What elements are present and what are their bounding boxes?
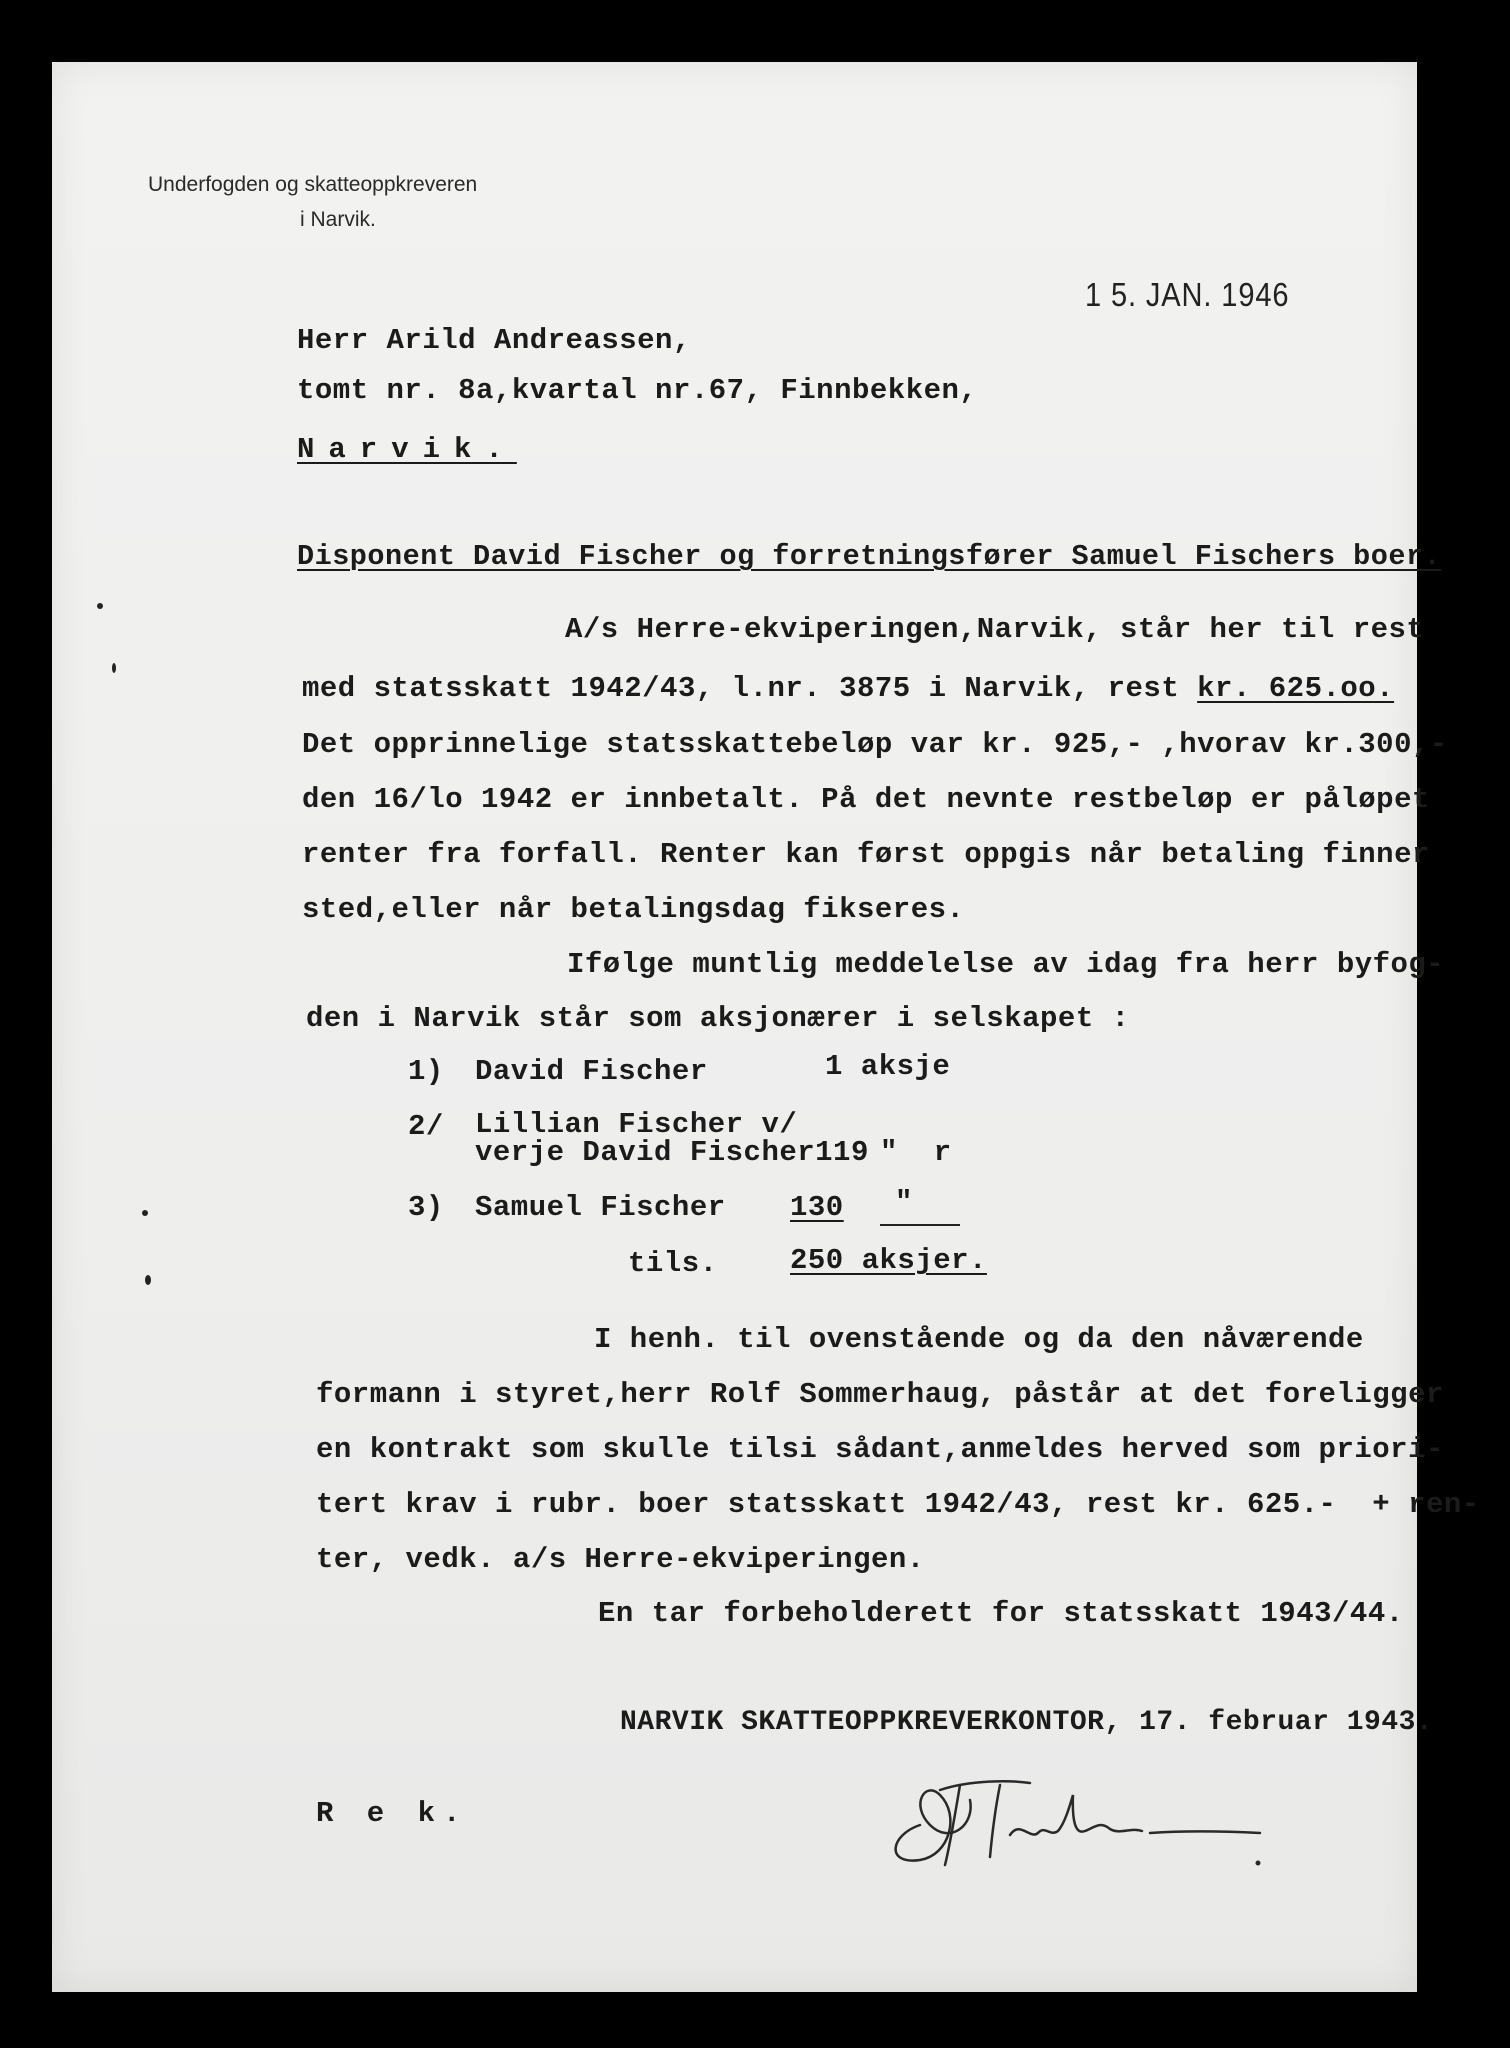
paragraph-3-line-4: tert krav i rubr. boer statsskatt 1942/43, rest kr. 625.- + ren-: [316, 1488, 1480, 1521]
paragraph-3-line-1: I henh. til ovenstående og da den nåværende: [594, 1323, 1364, 1356]
total-value: 250 aksjer.: [790, 1244, 987, 1277]
shareholder-1-number: 1): [408, 1055, 444, 1088]
paragraph-3-line-2: formann i styret,herr Rolf Sommerhaug, påstår at det foreligger: [316, 1378, 1444, 1411]
recipient-address: tomt nr. 8a,kvartal nr.67, Finnbekken,: [297, 374, 978, 407]
shareholder-2-name: Lillian Fischer v/: [475, 1108, 798, 1141]
shareholder-3-underline: [880, 1224, 960, 1226]
paragraph-1-line-2: med statsskatt 1942/43, l.nr. 3875 i Narvik, rest kr. 625.oo.: [302, 672, 1395, 705]
paragraph-3-line-3: en kontrakt som skulle tilsi sådant,anmeldes herved som priori-: [316, 1433, 1444, 1466]
total-label: tils.: [628, 1247, 718, 1280]
shareholder-2-ditto: " r: [880, 1136, 952, 1169]
margin-mark: [142, 1210, 148, 1216]
paragraph-2-line-2: den i Narvik står som aksjonærer i selskapet :: [306, 1002, 1130, 1035]
paragraph-2-line-1: Ifølge muntlig meddelelse av idag fra herr byfog-: [567, 948, 1445, 981]
shareholder-3-shares: 130: [790, 1191, 844, 1224]
registered-mail-mark: R e k.: [316, 1797, 469, 1830]
shareholder-3-name: Samuel Fischer: [475, 1191, 726, 1224]
recipient-name: Herr Arild Andreassen,: [297, 324, 691, 357]
paragraph-1-line-6: sted,eller når betalingsdag fikseres.: [302, 893, 965, 926]
shareholder-2-guardian: verje David Fischer119: [475, 1136, 869, 1169]
handwritten-signature: [880, 1765, 1400, 1875]
paragraph-1-line-3: Det opprinnelige statsskattebeløp var kr. 925,- ,hvorav kr.300,-: [302, 728, 1448, 761]
received-date-stamp: 1 5. JAN. 1946: [1085, 276, 1290, 313]
sender-line-2: i Narvik.: [300, 208, 376, 231]
sender-line-1: Underfogden og skatteoppkreveren: [148, 173, 478, 196]
shareholder-1-name: David Fischer: [475, 1055, 708, 1088]
paragraph-1-line-1: A/s Herre-ekviperingen,Narvik, står her til rest: [565, 613, 1425, 646]
subject-line: Disponent David Fischer og forretningsfører Samuel Fischers boer.: [297, 540, 1442, 573]
margin-mark: [97, 603, 103, 609]
recipient-city: Narvik.: [297, 433, 517, 466]
rest-amount: kr. 625.oo.: [1197, 672, 1395, 705]
office-date-line: NARVIK SKATTEOPPKREVERKONTOR, 17. februar 1943.: [620, 1707, 1434, 1738]
shareholder-1-shares: 1 aksje: [825, 1050, 951, 1083]
paragraph-1-line-5: renter fra forfall. Renter kan først oppgis når betaling finner: [302, 838, 1430, 871]
shareholder-3-ditto: ": [895, 1186, 913, 1219]
reservation-line: En tar forbeholderett for statsskatt 1943/44.: [598, 1597, 1404, 1630]
shareholder-3-number: 3): [408, 1191, 444, 1224]
paragraph-1-line-4: den 16/lo 1942 er innbetalt. På det nevnte restbeløp er påløpet: [302, 783, 1430, 816]
margin-mark: [145, 1275, 151, 1285]
paragraph-3-line-5: ter, vedk. a/s Herre-ekviperingen.: [316, 1543, 925, 1576]
margin-mark: [112, 663, 116, 673]
shareholder-2-number: 2/: [408, 1110, 444, 1143]
shareholder-2-shares: 119: [815, 1136, 869, 1169]
